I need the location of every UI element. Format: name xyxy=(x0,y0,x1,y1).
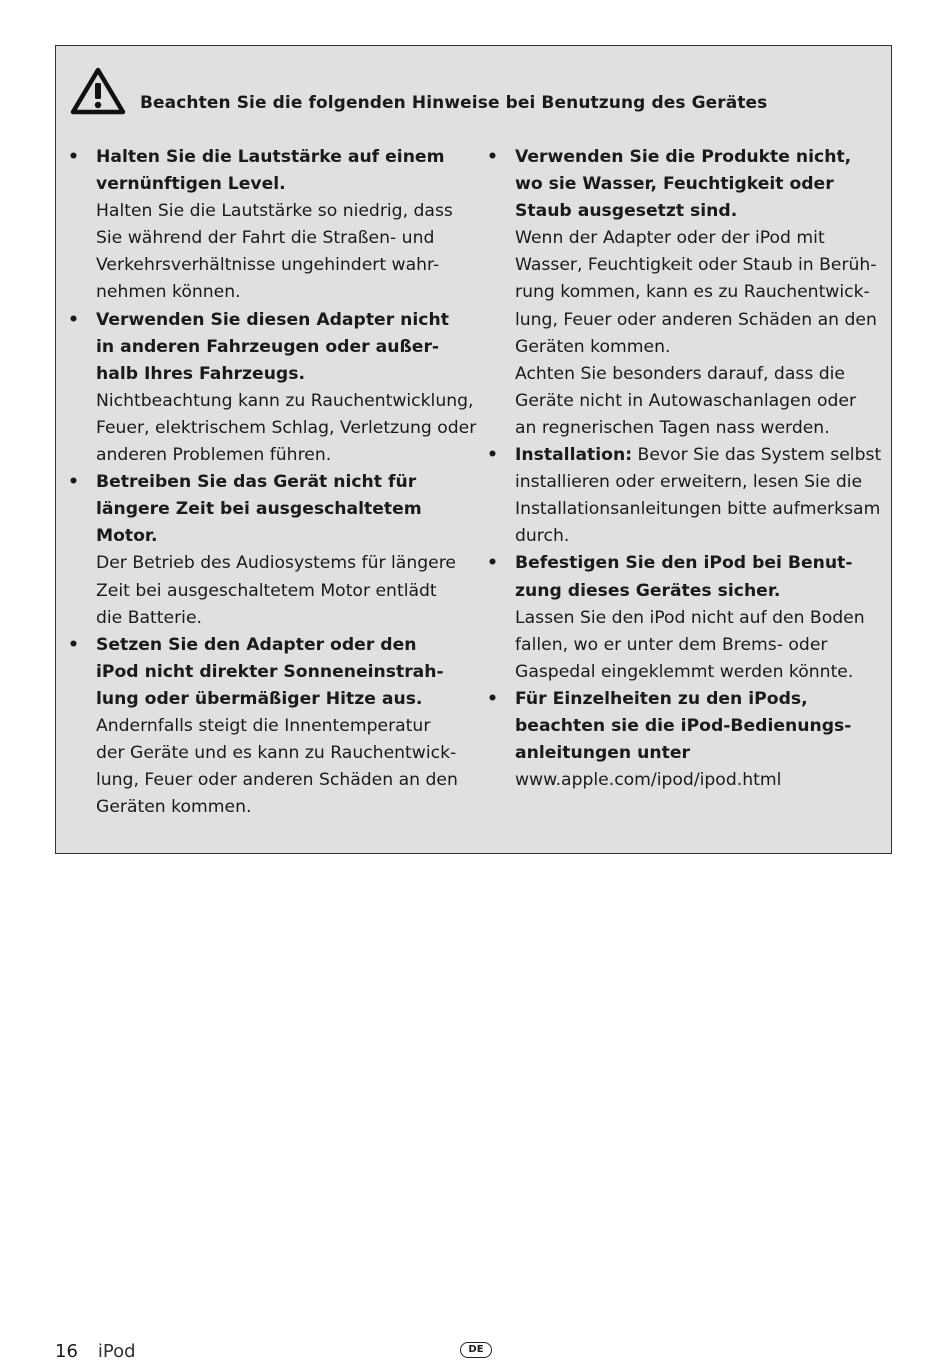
bullet-title-line: beachten sie die iPod-Bedienungs- xyxy=(515,715,852,736)
section-title: iPod xyxy=(97,1341,136,1362)
bullet-title-line: iPod nicht direkter Sonneneinstrah- xyxy=(96,661,444,682)
bullet-marker: • xyxy=(68,147,79,167)
bullet-body-line: Geräten kommen. xyxy=(515,336,671,357)
bullet-title-line: längere Zeit bei ausgeschaltetem xyxy=(96,499,422,520)
bullet-title-line: lung oder übermäßiger Hitze aus. xyxy=(96,688,423,709)
bullet-body-line: Wasser, Feuchtigkeit oder Staub in Berüh- xyxy=(515,255,877,276)
warning-triangle-icon xyxy=(70,67,126,115)
bullet-title-line: halb Ihres Fahrzeugs. xyxy=(96,363,305,384)
bullet-item xyxy=(487,686,882,794)
bullet-body-line: Zeit bei ausgeschaltetem Motor entlädt xyxy=(96,580,437,601)
bullet-title-line: Verwenden Sie diesen Adapter nicht xyxy=(96,309,449,330)
bullet-marker: • xyxy=(487,553,498,574)
bullet-marker: • xyxy=(487,688,498,709)
bullet-body-line: Sie während der Fahrt die Straßen- und xyxy=(96,228,435,249)
bullet-marker: • xyxy=(68,309,79,330)
bullet-body-line: Der Betrieb des Audiosystems für längere xyxy=(96,553,456,574)
bullet-body-line: nehmen können. xyxy=(96,282,241,303)
page-number: 16 xyxy=(55,1341,78,1362)
right-column xyxy=(487,144,882,794)
bullet-body-line: Feuer, elektrischem Schlag, Verletzung oder xyxy=(96,417,477,438)
bullet-body-line: Andernfalls steigt die Innentemperatur xyxy=(96,715,431,736)
bullet-body-line: Geräten kommen. xyxy=(96,797,252,818)
bullet-item xyxy=(68,632,468,822)
bullet-title-line: Halten Sie die Lautstärke auf einem xyxy=(96,147,445,167)
bullet-body-line: www.apple.com/ipod/ipod.html xyxy=(515,770,782,791)
bullet-inline-title: Installation: xyxy=(515,445,633,466)
bullet-body-line: Gaspedal eingeklemmt werden könnte. xyxy=(515,661,854,682)
bullet-item xyxy=(68,307,477,470)
bullet-body-line: durch. xyxy=(515,526,570,547)
bullet-body-line: die Batterie. xyxy=(96,607,202,628)
left-bullet-list xyxy=(68,144,477,821)
bullet-item xyxy=(487,442,882,550)
bullet-marker: • xyxy=(68,472,79,493)
bullet-item xyxy=(68,144,468,307)
bullet-title-line: Staub ausgesetzt sind. xyxy=(515,201,738,222)
bullet-body-line: der Geräte und es kann zu Rauchentwick- xyxy=(96,743,457,764)
bullet-title-line: Verwenden Sie die Produkte nicht, xyxy=(515,147,852,167)
bullet-body-line: fallen, wo er unter dem Brems- oder xyxy=(515,634,828,655)
bullet-title-line: Befestigen Sie den iPod bei Benut- xyxy=(515,553,853,574)
bullet-body-line: Nichtbeachtung kann zu Rauchentwicklung, xyxy=(96,390,474,411)
bullet-marker: • xyxy=(487,445,498,466)
bullet-inline-line xyxy=(515,442,882,469)
bullet-body-line: Halten Sie die Lautstärke so niedrig, dass xyxy=(96,201,453,222)
bullet-body-line: installieren oder erweitern, lesen Sie die xyxy=(515,472,863,493)
bullet-body-line: Achten Sie besonders darauf, dass die xyxy=(515,363,845,384)
left-column xyxy=(68,144,477,821)
bullet-body-line: Installationsanleitungen bitte aufmerksam xyxy=(515,499,881,520)
bullet-title-line: Für Einzelheiten zu den iPods, xyxy=(515,688,808,709)
language-badge: DE xyxy=(460,1342,492,1358)
bullet-item xyxy=(487,144,882,442)
bullet-body-line: lung, Feuer oder anderen Schäden an den xyxy=(96,770,458,791)
notice-heading: Beachten Sie die folgenden Hinweise bei Benutzung des Gerätes xyxy=(140,93,768,113)
bullet-title-line: anleitungen unter xyxy=(515,743,690,764)
bullet-title-line: Betreiben Sie das Gerät nicht für xyxy=(96,472,417,493)
bullet-title-line: zung dieses Gerätes sicher. xyxy=(515,580,781,601)
right-bullet-list xyxy=(487,144,882,794)
bullet-body-line: anderen Problemen führen. xyxy=(96,445,332,466)
bullet-marker: • xyxy=(68,634,79,655)
bullet-title-line: Motor. xyxy=(96,526,158,547)
bullet-item xyxy=(487,550,882,685)
bullet-marker: • xyxy=(487,147,498,167)
bullet-title-line: wo sie Wasser, Feuchtigkeit oder xyxy=(515,174,834,195)
bullet-inline-text: Bevor Sie das System selbst xyxy=(632,445,882,466)
bullet-body-line: rung kommen, kann es zu Rauchentwick- xyxy=(515,282,870,303)
bullet-title-line: in anderen Fahrzeugen oder außer- xyxy=(96,336,440,357)
bullet-body-line: Lassen Sie den iPod nicht auf den Boden xyxy=(515,607,865,628)
bullet-body-line: lung, Feuer oder anderen Schäden an den xyxy=(515,309,877,330)
bullet-title-line: Setzen Sie den Adapter oder den xyxy=(96,634,417,655)
bullet-body-line: Geräte nicht in Autowaschanlagen oder xyxy=(515,390,857,411)
bullet-body-line: Verkehrsverhältnisse ungehindert wahr- xyxy=(96,255,440,276)
bullet-title-line: vernünftigen Level. xyxy=(96,174,286,195)
page-footer xyxy=(55,1340,136,1364)
bullet-item xyxy=(68,469,468,632)
bullet-body-line: Wenn der Adapter oder der iPod mit xyxy=(515,228,825,249)
bullet-body-line: an regnerischen Tagen nass werden. xyxy=(515,417,830,438)
